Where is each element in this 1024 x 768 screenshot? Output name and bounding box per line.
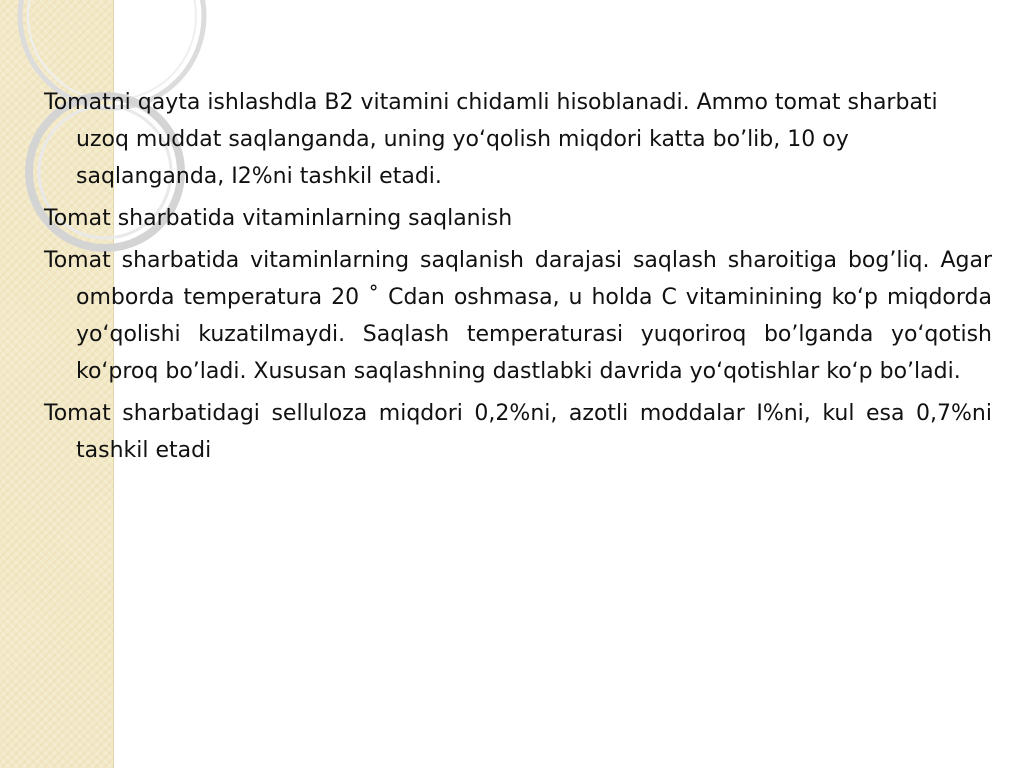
- paragraph-storage-conditions: Tomat sharbatida vitaminlarning saqlanish darajasi saqlash sharoitiga bog’liq. Agar omborda temperatura 20 ˚ Cdan oshmasa, u holda C vitaminining ko‘p miqdorda yo‘qolishi kuzatilmaydi. Saqlash temperaturasi yuqoriroq bo’lganda yo‘qotish ko‘proq bo’ladi. Xususan saqlashning dastlabki davrida yo‘qotishlar ko‘p bo’ladi.: [44, 248, 992, 384]
- paragraph-b2-vitamin: Tomatni qayta ishlashdla B2 vitamini chidamli hisoblanadi. Ammo tomat sharbati uzoq muddat saqlanganda, uning yo‘qolish miqdori katta bo’lib, 10 oy saqlanganda, I2%ni tashkil etadi.: [44, 90, 938, 189]
- paragraph-heading: Tomat sharbatida vitaminlarning saqlanish: [44, 206, 513, 231]
- slide-content: [44, 84, 992, 474]
- paragraph-composition: Tomat sharbatidagi selluloza miqdori 0,2%ni, azotli moddalar I%ni, kul esa 0,7%ni tashkil etadi: [44, 401, 992, 463]
